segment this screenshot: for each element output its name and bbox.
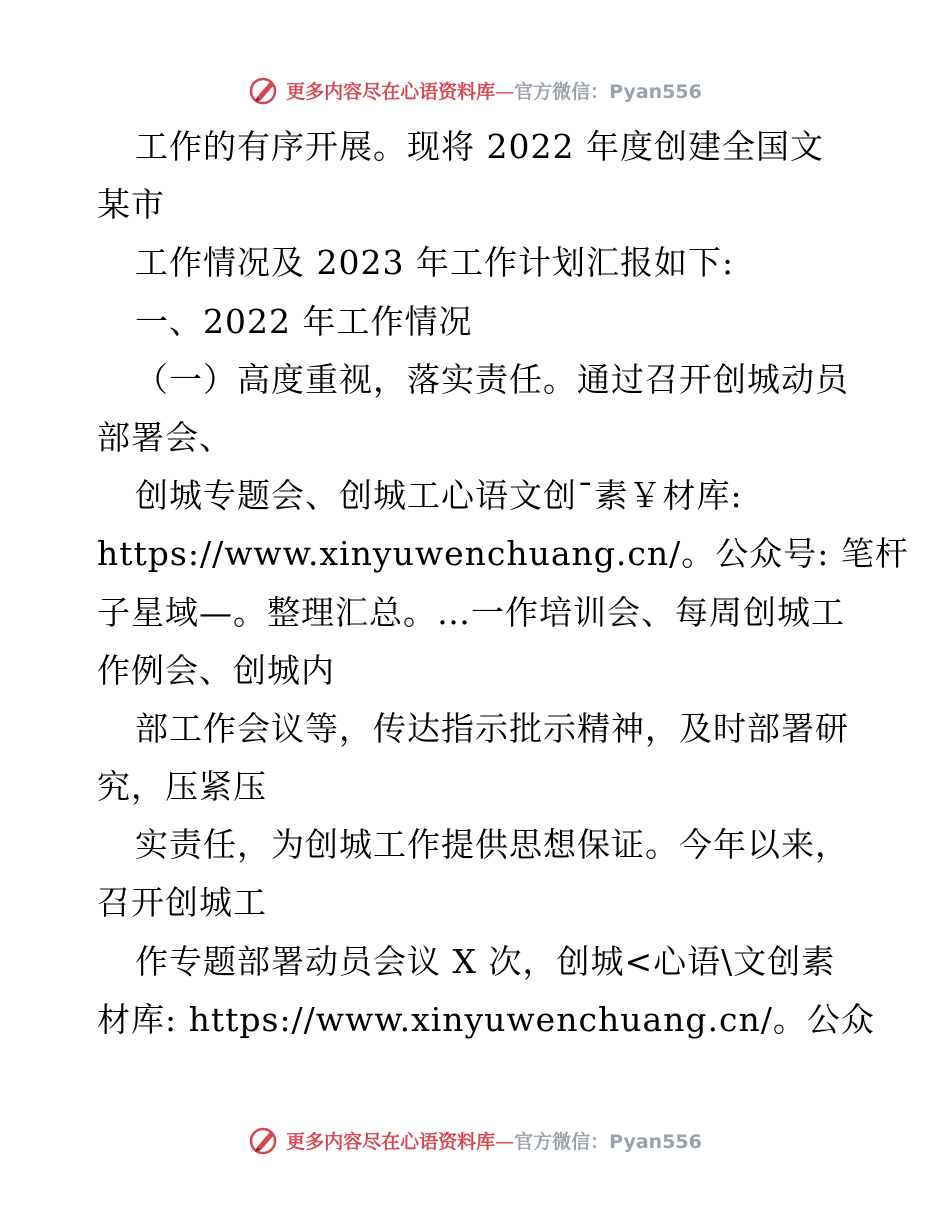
text-line: 作例会、创城内 [97, 650, 335, 690]
text-line: 某市 [97, 185, 165, 225]
pen-logo-icon [248, 1124, 280, 1156]
pen-logo-icon [248, 74, 280, 106]
text-line: https://www.xinyuwenchuang.cn/。公众号: 笔杆 [97, 534, 909, 574]
banner-site-name: 更多内容尽在心语资料库 [286, 1130, 496, 1153]
text-line: 召开创城工 [97, 883, 267, 923]
text-line: 一、2022 年工作情况 [135, 301, 473, 341]
banner-site-name: 更多内容尽在心语资料库 [286, 80, 496, 103]
document-body [97, 118, 909, 1049]
banner-wechat: 官方微信：Pyan556 [514, 80, 702, 103]
text-line: 工作的有序开展。现将 2022 年度创建全国文 [135, 127, 824, 166]
footer-banner [0, 1120, 950, 1160]
text-line: 部工作会议等，传达指示批示精神，及时部署研 [135, 708, 849, 748]
text-line: 子星域—。整理汇总。…一作培训会、每周创城工 [97, 592, 845, 632]
header-banner [0, 70, 950, 110]
banner-text [286, 1127, 702, 1154]
banner-dash: — [495, 1130, 515, 1153]
text-line: 究，压紧压 [97, 767, 267, 807]
text-line: （一）高度重视，落实责任。通过召开创城动员 [135, 359, 849, 399]
text-line: 实责任，为创城工作提供思想保证。今年以来， [135, 825, 849, 865]
text-line: 工作情况及 2023 年工作计划汇报如下: [135, 243, 735, 283]
text-line: 创城专题会、创城工心语文创¯素￥材库: [135, 476, 743, 516]
banner-text [286, 77, 702, 104]
banner-dash: — [495, 80, 515, 103]
text-line: 材库: https://www.xinyuwenchuang.cn/。公众 [97, 999, 875, 1039]
text-line: 作专题部署动员会议 X 次，创城<心语\文创素 [135, 941, 836, 981]
text-line: 部署会、 [97, 417, 233, 457]
banner-wechat: 官方微信：Pyan556 [514, 1130, 702, 1153]
